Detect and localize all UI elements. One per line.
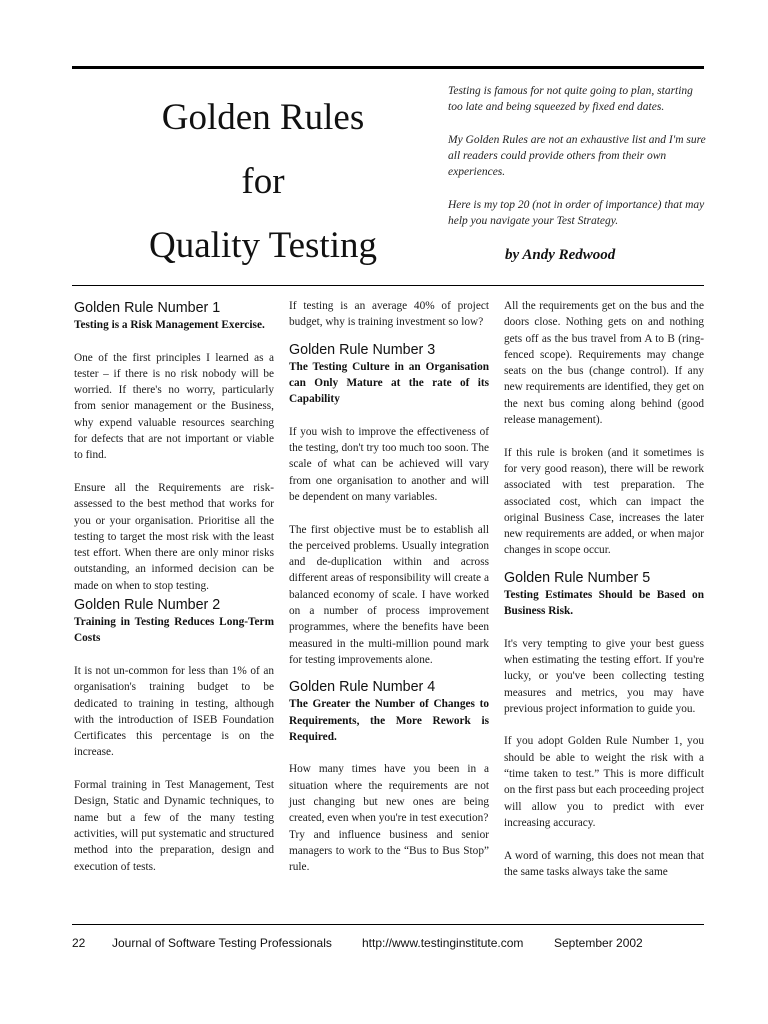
rule-4-heading: Golden Rule Number 4: [289, 679, 436, 696]
intro-text: [448, 83, 710, 246]
body-paragraph: If you adopt Golden Rule Number 1, you should be able to weight the risk with a “time taken to test.” This is more difficult on the first pass but each proceeding project will allow you to predict with ever increasing accuracy.: [504, 735, 704, 829]
rule-1-heading: Golden Rule Number 1: [74, 300, 221, 316]
rule-1-subheading: Testing is a Risk Management Exercise.: [74, 319, 265, 331]
intro-paragraph: Testing is famous for not quite going to plan, starting too late and being squeezed by fixed end dates.: [448, 85, 693, 114]
rule-5-heading: Golden Rule Number 5: [504, 569, 651, 586]
article-title: [118, 86, 408, 278]
footer-rule: [72, 924, 704, 925]
body-paragraph: If testing is an average 40% of project budget, why is training investment so low?: [289, 300, 489, 329]
body-paragraph: All the requirements get on the bus and the doors close. Nothing gets on and nothing gets off as the bus travel from A to B (ring-fenced scope). Requirements may change seats on the bus (change control). If any new requirements are identified, they get on the next bus coming along behind (good release management).: [504, 300, 704, 427]
rule-4-subheading: The Greater the Number of Changes to Requirements, the More Rework is Required.: [289, 698, 489, 743]
rule-2-subheading: Training in Testing Reduces Long-Term Costs: [74, 616, 274, 645]
body-paragraph: If this rule is broken (and it sometimes is for very good reason), there will be rework associated with test preparation. The associated cost, which can impact the original Business Case, increases the later new requirements are added, or when major changes in scope occur.: [504, 446, 704, 557]
header-divider: [72, 285, 704, 286]
title-line-2: for: [241, 161, 285, 202]
rule-5-subheading: Testing Estimates Should be Based on Business Risk.: [504, 588, 704, 618]
body-paragraph: The first objective must be to establish all the perceived problems. Usually integration and de-duplication within and across different areas of responsibility will create a balanced economy of scale. I have worked on a number of process improvement programmes, where the benefits have been measured in the multi-million pound mark for testing improvements alone.: [289, 523, 489, 666]
body-paragraph: One of the first principles I learned as a tester – if there is no risk nobody will be worried. If there's no worry, particularly from senior management or the Business, why expend valuable resources searching for defects that are not important or viable to find.: [74, 351, 274, 462]
issue-date: September 2002: [554, 936, 643, 950]
body-paragraph: Formal training in Test Management, Test Design, Static and Dynamic techniques, to name but a few of the many testing activities, will put systematic and structured method into the preparation, design and execution of tests.: [74, 779, 274, 873]
byline: by Andy Redwood: [505, 247, 616, 263]
intro-paragraph: Here is my top 20 (not in order of importance) that may help you navigate your Test Strategy.: [448, 199, 705, 228]
column-1: [74, 298, 274, 891]
column-3: [504, 298, 704, 896]
rule-3-subheading: The Testing Culture in an Organisation can Only Mature at the rate of its Capability: [289, 360, 489, 406]
intro-paragraph: My Golden Rules are not an exhaustive list and I'm sure all readers could provide others from their own experiences.: [448, 133, 706, 179]
body-paragraph: Ensure all the Requirements are risk-assessed to the best method that works for you or your organisation. Prioritise all the testing to target the most risk with the least test effort. When there are only minor risks outstanding, an informed decision can be made on when to stop testing.: [74, 481, 274, 592]
top-rule: [72, 66, 704, 69]
body-paragraph: It's very tempting to give your best guess when estimating the testing effort. If you're lucky, or you've been collecting testing measures and metrics, you may have previous project information to guide you.: [504, 637, 704, 715]
journal-url[interactable]: http://www.testinginstitute.com: [362, 936, 524, 950]
body-paragraph: A word of warning, this does not mean that the same tasks always take the same: [504, 849, 704, 878]
rule-3-heading: Golden Rule Number 3: [289, 341, 436, 358]
body-paragraph: How many times have you been in a situation where the requirements are not just changing but new ones are being created, even when you're in test execution?: [289, 763, 489, 825]
column-2: [289, 298, 489, 892]
title-line-3: Quality Testing: [149, 225, 377, 266]
page-number: 22: [72, 936, 86, 950]
title-line-1: Golden Rules: [161, 97, 365, 138]
body-paragraph: If you wish to improve the effectiveness of the testing, don't try too much too soon. The scale of what can be achieved will vary from one organisation to another and will be dependent on many variables.: [289, 425, 489, 503]
body-paragraph: Try and influence business and senior managers to work to the “Bus to Bus Stop” rule.: [289, 828, 489, 874]
journal-name: Journal of Software Testing Professionals: [112, 936, 332, 950]
body-paragraph: It is not un-common for less than 1% of an organisation's training budget to be dedicated to training in testing, although with the introduction of ISEB Foundation Certificates this percentage is on the increase.: [74, 664, 274, 759]
rule-2-heading: Golden Rule Number 2: [74, 597, 221, 614]
